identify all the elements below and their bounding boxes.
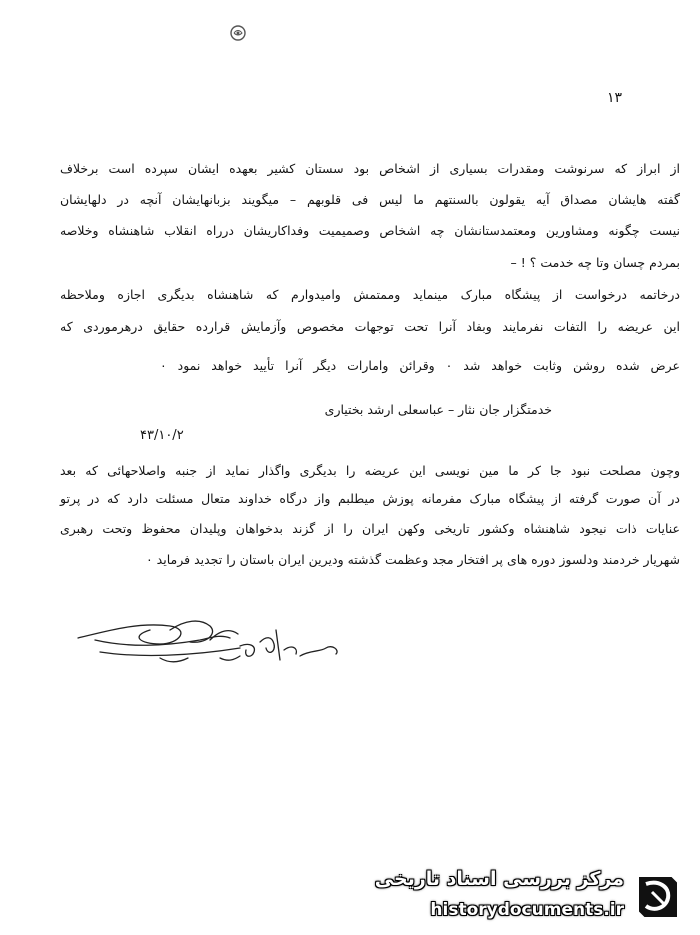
body-line-7: عرض شده روشن وثابت خواهد شد ٠ وقرائن وامارات دیگر آنرا تأیید خواهد نمود ٠ xyxy=(160,358,680,373)
page-number: ۱۳ xyxy=(606,90,622,106)
body-line-6: این عریضه را التفات نفرمایند وبفاد آنرا تحت توجهات مخصوص وآزمایش قرارده حقایق درهرموردی که xyxy=(60,319,680,334)
body-line-3: نیست چگونه ومشاورین ومعتمدستانشان چه اشخاص وصمیمیت وفداکاریشان درراه انقلاب شاهنشاه وخلاصه xyxy=(60,223,680,238)
watermark-title: مرکز بررسی اسناد تاریخی xyxy=(374,868,624,890)
postscript-line-3: عنایات ذات نیجود شاهنشاه وکشور تاریخی وکهن ایران را از گزند بدخواهان وپلیدان محفوظ وتحت رهبری xyxy=(60,521,680,536)
watermark-url: historydocuments.ir xyxy=(430,900,624,920)
postscript-line-2: در آن صورت گرفته از پیشگاه مبارک مفرمانه پوزش میطلبم واز درگاه خداوند متعال مسئلت دارد که در پرتو xyxy=(60,491,680,506)
document-date: ۴۳/۱۰/۲ xyxy=(140,428,184,443)
postscript-line-4: شهریار خردمند ودلسوز دوره های پر افتخار مجد وعظمت گذشته ودیرین ایران باستان را تجدید فرماید ٠ xyxy=(145,552,680,567)
body-line-1: از ابراز که سرنوشت ومقدرات بسیاری از اشخاص بود سستان کشیر بعهده ایشان سپرده است برخلاف xyxy=(60,161,680,176)
body-line-5: درخاتمه درخواست از پیشگاه مبارک مینماید وممتمش وامیدوارم که شاهنشاه بدیگری اجازه وملاحظه xyxy=(60,287,680,302)
handwritten-signature xyxy=(70,600,380,690)
body-line-2: گفته هایشان مصداق آیه یقولون بالسنتهم ما لیس فی قلوبهم – میگویند بزبانهایشان آنچه در دلهایشان xyxy=(60,192,680,207)
body-line-4: بمردم چسان وتا چه خدمت ؟ ! – xyxy=(510,255,680,270)
watermark-logo xyxy=(374,866,690,930)
postscript-line-1: وچون مصلحت نبود جا کر ما مین نویسی این عریضه را بدیگری واگذار نماید از جنبه واصلاحهائی که بعد xyxy=(60,463,680,478)
signature-line: خدمتگزار جان نثار – عباسعلی ارشد بختیاری xyxy=(324,402,552,417)
archive-logo-icon xyxy=(632,870,682,924)
seal-stamp-icon xyxy=(227,22,249,44)
